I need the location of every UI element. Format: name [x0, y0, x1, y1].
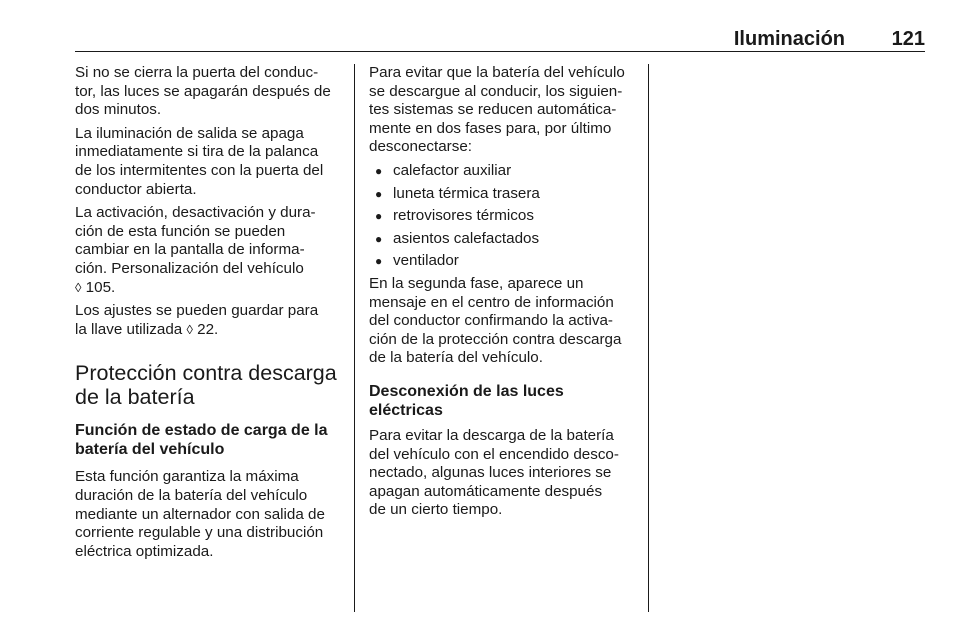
text-line: se descargue al conducir, los siguien-: [369, 82, 623, 100]
text-line: de los intermitentes con la puerta del: [75, 161, 324, 179]
text-line: ción de esta función se pueden: [75, 222, 286, 240]
paragraph-charge-function: [75, 468, 343, 561]
text-line: La activación, desactivación y dura-: [75, 204, 316, 222]
paragraph-second-phase: [369, 275, 637, 368]
page-reference-link[interactable]: [75, 279, 343, 298]
text-line: Si no se cierra la puerta del conduc-: [75, 64, 319, 81]
text-line: dos minutos.: [75, 101, 162, 119]
list-item: ● luneta térmica trasera: [369, 185, 637, 204]
heading-line: batería del vehículo: [75, 441, 225, 459]
page-reference-link[interactable]: [186, 321, 218, 338]
text-fragment: la llave utilizada: [75, 320, 183, 338]
heading-line: de la batería: [75, 385, 195, 410]
heading-line: eléctricas: [369, 401, 443, 419]
paragraph-lights-off: [369, 427, 637, 520]
column-left: [75, 64, 343, 566]
list-item: ● retrovisores térmicos: [369, 207, 637, 226]
text-line: En la segunda fase, aparece un: [369, 274, 584, 292]
paragraph-activation: [75, 204, 343, 297]
heading-line: Función de estado de carga de la: [75, 422, 328, 440]
text-line: mente en dos fases para, por último: [369, 119, 612, 137]
paragraph-reduction: [369, 64, 637, 157]
text-line: conductor abierta.: [75, 180, 197, 198]
heading-line: Desconexión de las luces: [369, 382, 564, 400]
page-number: 121: [891, 28, 925, 50]
text-line: mediante un alternador con salida de: [75, 505, 325, 523]
column-divider-right: [648, 64, 649, 612]
text-line-with-reference: [75, 321, 343, 340]
list-item: ● ventilador: [369, 252, 637, 271]
text-line: cambiar en la pantalla de informa-: [75, 241, 305, 259]
text-line: del vehículo con el encendido desco-: [369, 445, 619, 463]
text-line: Para evitar que la batería del vehículo: [369, 64, 625, 81]
subsection-heading: [75, 421, 343, 459]
list-item: ● calefactor auxiliar: [369, 162, 637, 181]
text-line: inmediatamente si tira de la palanca: [75, 143, 319, 161]
text-line: desconectarse:: [369, 138, 472, 156]
header-rule: [75, 51, 925, 52]
text-line: de la batería del vehículo.: [369, 349, 543, 367]
paragraph-settings-key: [75, 302, 343, 339]
text-line: ción de la protección contra descarga: [369, 330, 622, 348]
text-line: tes sistemas se reducen automática-: [369, 101, 617, 119]
reduced-systems-list: [369, 162, 637, 271]
column-divider-left: [354, 64, 355, 612]
text-line: Los ajustes se pueden guardar para: [75, 302, 319, 320]
text-line: nectado, algunas luces interiores se: [369, 464, 612, 482]
paragraph-door: [75, 64, 343, 120]
reference-arrow-icon: ◊: [186, 321, 193, 337]
text-line: ción. Personalización del vehículo: [75, 259, 304, 277]
text-line: corriente regulable y una distribución: [75, 524, 324, 542]
column-right: [369, 64, 637, 525]
list-item: ● asientos calefactados: [369, 230, 637, 249]
text-line: del conductor confirmando la activa-: [369, 312, 613, 330]
text-line: mensaje en el centro de información: [369, 293, 614, 311]
chapter-title: Iluminación: [733, 28, 845, 50]
heading-line: Protección contra descarga: [75, 361, 337, 386]
reference-page: 105.: [85, 278, 116, 296]
paragraph-exit-lighting: [75, 125, 343, 199]
reference-page: 22.: [197, 320, 219, 338]
text-line: de un cierto tiempo.: [369, 501, 503, 519]
text-line: duración de la batería del vehículo: [75, 486, 308, 504]
subsection-heading: [369, 382, 637, 420]
text-line: La iluminación de salida se apaga: [75, 124, 304, 142]
section-heading: [75, 361, 343, 409]
reference-arrow-icon: ◊: [75, 279, 82, 295]
text-line: tor, las luces se apagarán después de: [75, 82, 331, 100]
text-line: apagan automáticamente después: [369, 482, 603, 500]
page-header: [75, 24, 925, 54]
text-line: Esta función garantiza la máxima: [75, 468, 299, 486]
text-line: eléctrica optimizada.: [75, 542, 214, 560]
text-line: Para evitar la descarga de la batería: [369, 426, 614, 444]
